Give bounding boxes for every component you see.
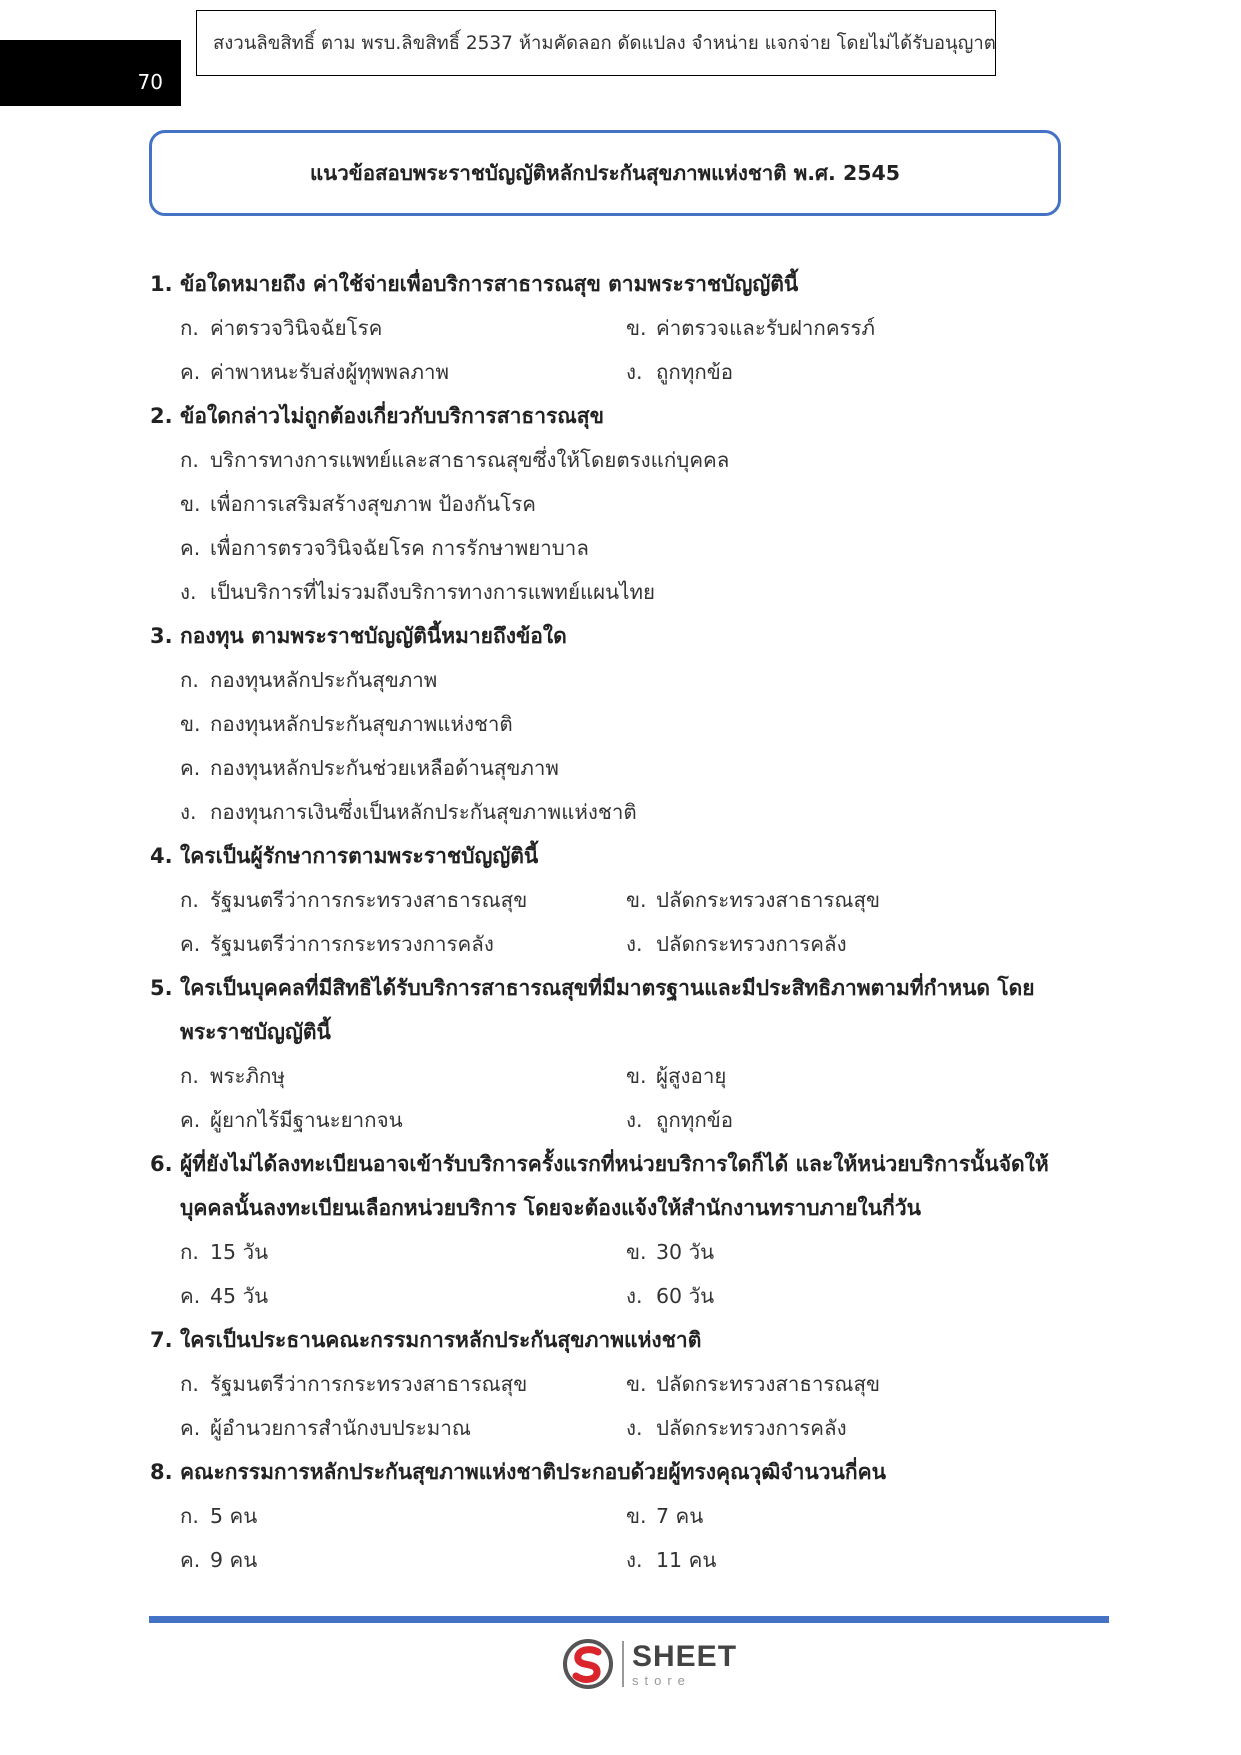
question-number: 8.: [150, 1460, 173, 1484]
option-b: ข. เพื่อการเสริมสร้างสุขภาพ ป้องกันโรค: [180, 492, 536, 516]
page-title: แนวข้อสอบพระราชบัญญัติหลักประกันสุขภาพแห่งชาติ พ.ศ. 2545: [149, 130, 1061, 216]
question-3: [150, 614, 1050, 834]
sheet-s-logo-icon: [562, 1638, 614, 1690]
question-number: 7.: [150, 1328, 173, 1352]
option-a: ก. 5 คน: [180, 1504, 258, 1528]
sheet-store-logo: [562, 1638, 737, 1690]
option-a: ก. กองทุนหลักประกันสุขภาพ: [180, 668, 438, 692]
question-number: 6.: [150, 1152, 173, 1176]
option-d: ง. เป็นบริการที่ไม่รวมถึงบริการทางการแพทย์แผนไทย: [180, 580, 656, 604]
question-4: [150, 834, 1050, 966]
option-a: ก. รัฐมนตรีว่าการกระทรวงสาธารณสุข: [180, 1372, 528, 1396]
question-number: 4.: [150, 844, 173, 868]
question-stem: ใครเป็นบุคคลที่มีสิทธิได้รับบริการสาธารณสุขที่มีมาตรฐานและมีประสิทธิภาพตามที่กำหนด โดยพระราชบัญญัตินี้: [180, 976, 1035, 1044]
question-6: [150, 1142, 1050, 1318]
option-d: ง. ปลัดกระทรวงการคลัง: [626, 1416, 847, 1440]
page-number-block: [0, 40, 181, 106]
logo-subtitle: store: [632, 1672, 691, 1688]
option-d: ง. 11 คน: [626, 1548, 717, 1572]
option-b: ข. ปลัดกระทรวงสาธารณสุข: [626, 1372, 880, 1396]
option-a: ก. พระภิกษุ: [180, 1064, 285, 1088]
question-number: 3.: [150, 624, 173, 648]
option-a: ก. 15 วัน: [180, 1240, 269, 1264]
question-stem: ผู้ที่ยังไม่ได้ลงทะเบียนอาจเข้ารับบริการครั้งแรกที่หน่วยบริการใดก็ได้ และให้หน่วยบริการนั้นจัดให้บุคคลนั้นลงทะเบียนเลือกหน่วยบริการ โดยจะต้องแจ้งให้สำนักงานทราบภายในกี่วัน: [180, 1152, 1049, 1220]
option-c: ค. กองทุนหลักประกันช่วยเหลือด้านสุขภาพ: [180, 756, 559, 780]
option-c: ค. 9 คน: [180, 1548, 258, 1572]
question-7: [150, 1318, 1050, 1450]
option-b: ข. ปลัดกระทรวงสาธารณสุข: [626, 888, 880, 912]
option-d: ง. ปลัดกระทรวงการคลัง: [626, 932, 847, 956]
question-stem: ข้อใดกล่าวไม่ถูกต้องเกี่ยวกับบริการสาธารณสุข: [180, 404, 604, 428]
question-stem: ใครเป็นผู้รักษาการตามพระราชบัญญัตินี้: [180, 844, 539, 868]
option-b: ข. 30 วัน: [626, 1240, 715, 1264]
option-c: ค. เพื่อการตรวจวินิจฉัยโรค การรักษาพยาบาล: [180, 536, 589, 560]
option-c: ค. ผู้อำนวยการสำนักงบประมาณ: [180, 1416, 471, 1440]
question-number: 5.: [150, 976, 173, 1000]
logo-divider: [622, 1641, 624, 1687]
option-d: ง. กองทุนการเงินซึ่งเป็นหลักประกันสุขภาพแห่งชาติ: [180, 800, 637, 824]
option-b: ข. ผู้สูงอายุ: [626, 1064, 727, 1088]
option-b: ข. 7 คน: [626, 1504, 704, 1528]
question-5: [150, 966, 1050, 1142]
question-number: 1.: [150, 272, 173, 296]
option-c: ค. ค่าพาหนะรับส่งผู้ทุพพลภาพ: [180, 360, 449, 384]
question-1: [150, 262, 1050, 394]
page-number: 70: [137, 70, 163, 94]
question-stem: ใครเป็นประธานคณะกรรมการหลักประกันสุขภาพแห่งชาติ: [180, 1328, 702, 1352]
option-d: ง. ถูกทุกข้อ: [626, 1108, 734, 1132]
question-stem: คณะกรรมการหลักประกันสุขภาพแห่งชาติประกอบด้วยผู้ทรงคุณวุฒิจำนวนกี่คน: [180, 1460, 887, 1484]
question-2: [150, 394, 1050, 614]
question-list: [150, 262, 1050, 1582]
option-a: ก. บริการทางการแพทย์และสาธารณสุขซึ่งให้โดยตรงแก่บุคคล: [180, 448, 730, 472]
option-c: ค. รัฐมนตรีว่าการกระทรวงการคลัง: [180, 932, 494, 956]
option-a: ก. ค่าตรวจวินิจฉัยโรค: [180, 316, 383, 340]
option-b: ข. กองทุนหลักประกันสุขภาพแห่งชาติ: [180, 712, 513, 736]
option-b: ข. ค่าตรวจและรับฝากครรภ์: [626, 316, 876, 340]
question-stem: ข้อใดหมายถึง ค่าใช้จ่ายเพื่อบริการสาธารณสุข ตามพระราชบัญญัตินี้: [180, 272, 799, 296]
logo-word: SHEET: [632, 1639, 738, 1673]
copyright-notice: สงวนลิขสิทธิ์ ตาม พรบ.ลิขสิทธิ์ 2537 ห้ามคัดลอก ดัดแปลง จำหน่าย แจกจ่าย โดยไม่ได้รับอนุญาต: [196, 10, 996, 76]
question-number: 2.: [150, 404, 173, 428]
question-stem: กองทุน ตามพระราชบัญญัตินี้หมายถึงข้อใด: [180, 624, 567, 648]
option-c: ค. 45 วัน: [180, 1284, 269, 1308]
option-a: ก. รัฐมนตรีว่าการกระทรวงสาธารณสุข: [180, 888, 528, 912]
option-c: ค. ผู้ยากไร้มีฐานะยากจน: [180, 1108, 403, 1132]
footer-divider: [149, 1616, 1109, 1623]
option-d: ง. ถูกทุกข้อ: [626, 360, 734, 384]
option-d: ง. 60 วัน: [626, 1284, 715, 1308]
question-8: [150, 1450, 1050, 1582]
